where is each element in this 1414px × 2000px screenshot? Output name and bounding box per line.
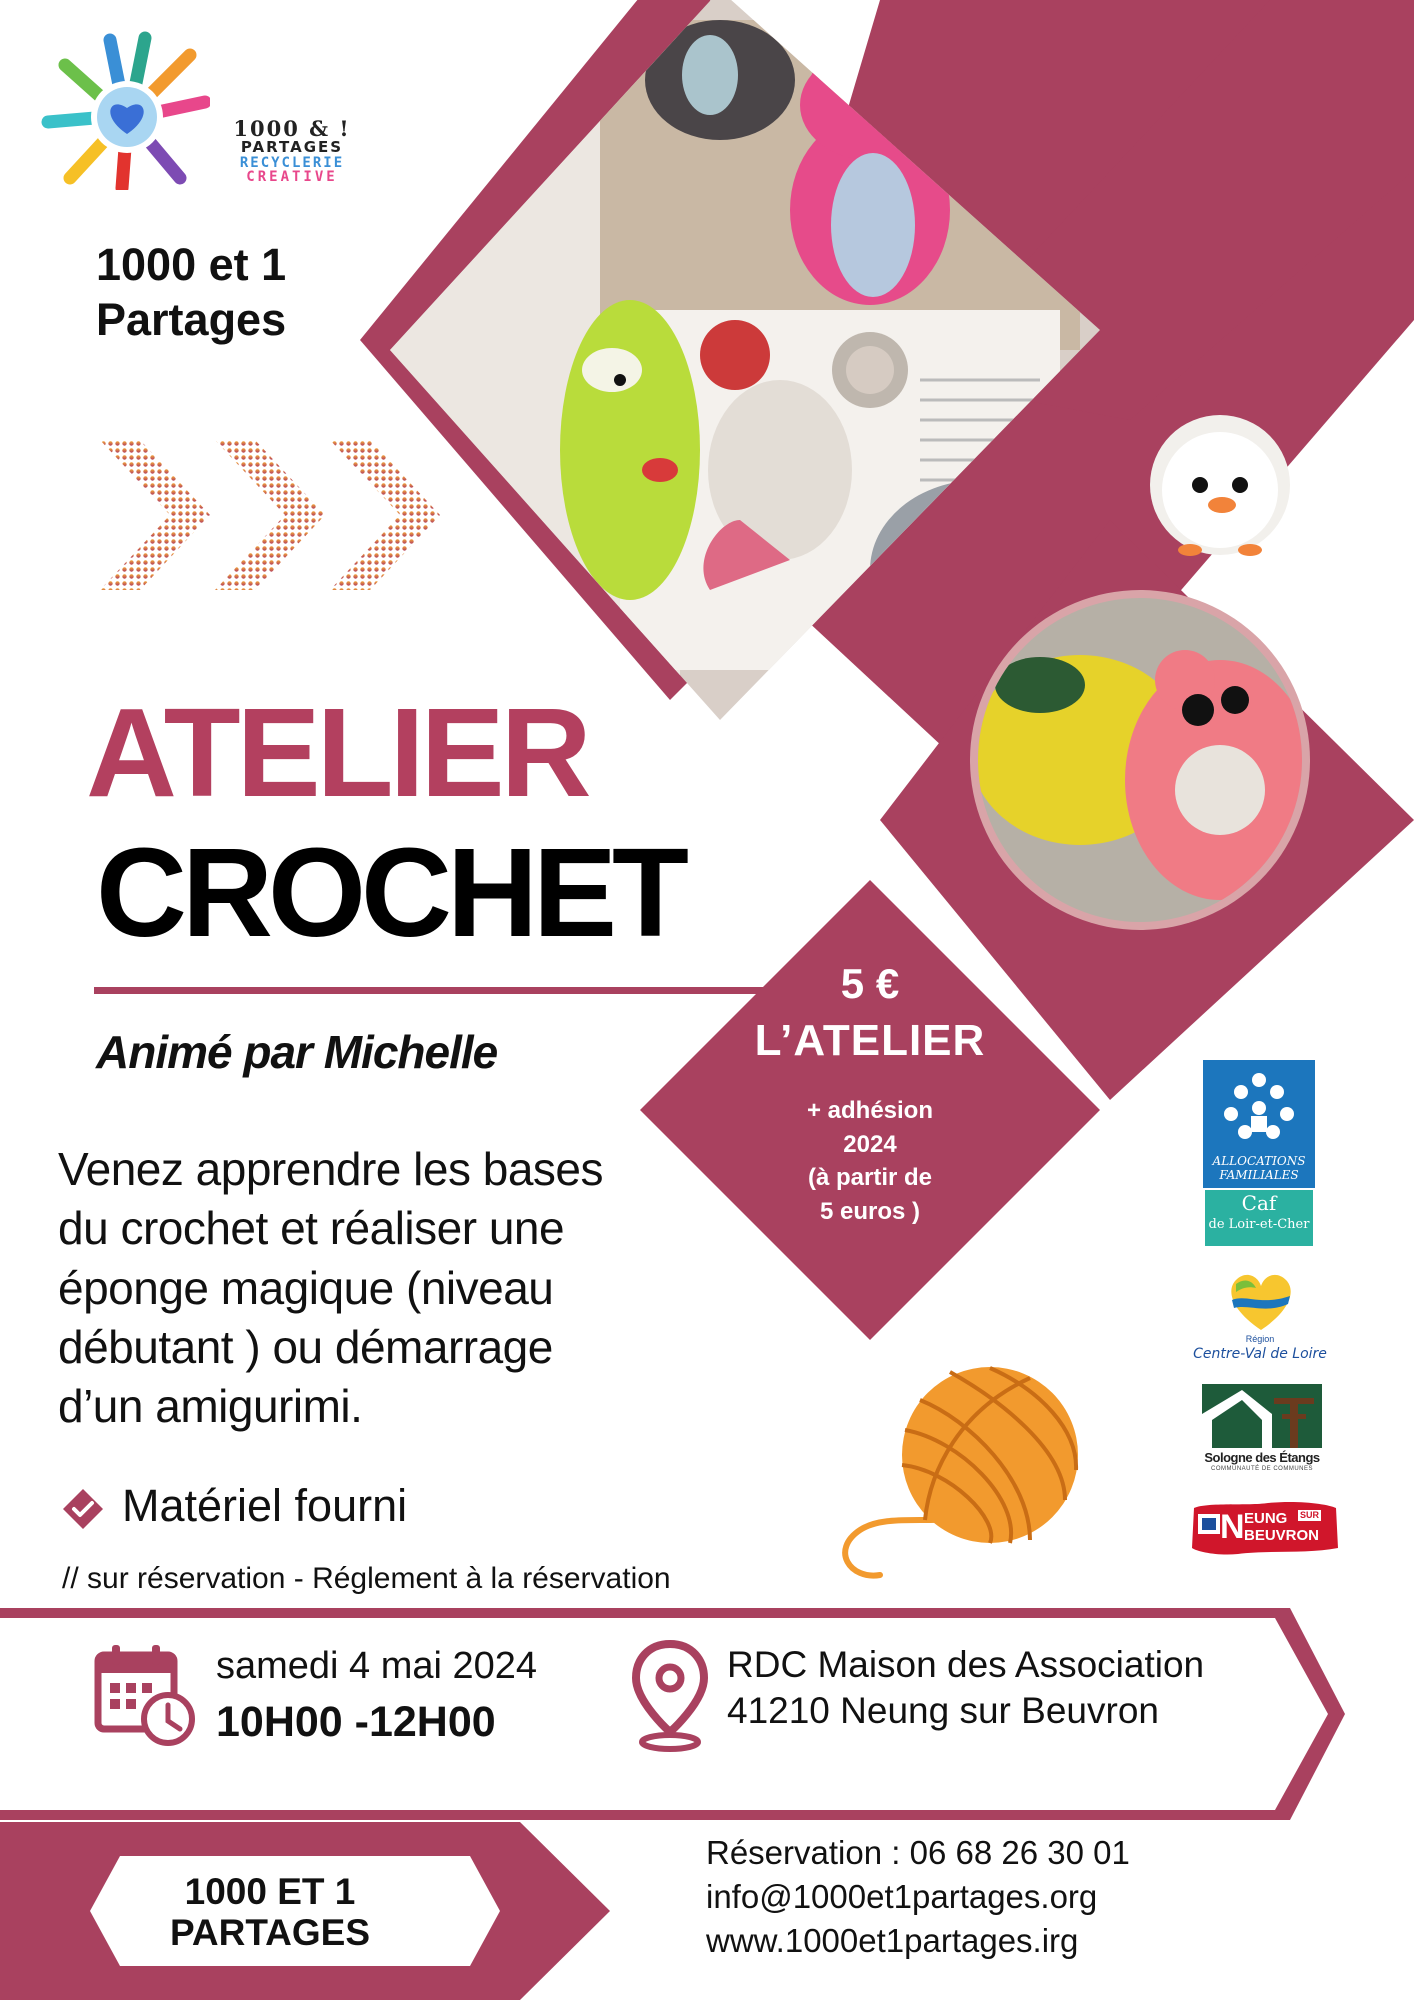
region-heart-icon — [1226, 1270, 1296, 1334]
logo-line-2: PARTAGES — [240, 138, 344, 157]
price-amount: 5 € — [840, 960, 900, 1007]
logo-line-4: CREATIVE — [246, 169, 338, 186]
sologne-label: Sologne des Étangs — [1204, 1450, 1320, 1465]
contact-phone: Réservation : 06 68 26 30 01 — [706, 1834, 1130, 1871]
neung-sur-label: SUR — [1300, 1510, 1320, 1520]
price-extra — [780, 1094, 960, 1228]
logo-line-1: 1000 & ! — [233, 116, 351, 141]
caf-line-2: FAMILIALES — [1219, 1167, 1299, 1182]
caf-line-1: ALLOCATIONS — [1212, 1154, 1306, 1168]
caf-people-icon — [1219, 1070, 1299, 1150]
footer-org-name — [140, 1872, 400, 1953]
event-time: 10H00 -12H00 — [216, 1698, 496, 1746]
region-label: Centre-Val de Loire — [1193, 1346, 1327, 1362]
map-pin-icon — [630, 1640, 710, 1752]
sologne-des-etangs-logo — [1198, 1384, 1326, 1474]
check-diamond-icon — [62, 1488, 104, 1530]
crochet-sponge-photo — [970, 590, 1310, 930]
material-label: Matériel fourni — [122, 1480, 408, 1531]
caf-line-4: de Loir-et-Cher — [1208, 1217, 1310, 1232]
price-extra-line-3: (à partir de — [807, 1164, 933, 1192]
calendar-clock-icon — [94, 1643, 198, 1747]
reservation-note: // sur réservation - Réglement à la réservation — [62, 1562, 671, 1595]
event-date: samedi 4 mai 2024 — [216, 1645, 538, 1687]
caf-badge — [1205, 1190, 1313, 1246]
description-line-1: Venez apprendre les bases — [58, 1143, 604, 1195]
description-line-2: du crochet et réaliser une — [58, 1202, 565, 1255]
region-centre-val-de-loire-logo — [1190, 1270, 1330, 1370]
animator-text: Animé par Michelle — [96, 1026, 498, 1078]
neung-label-2: BEUVRON — [1244, 1527, 1320, 1544]
price-extra-line-4: 5 euros ) — [819, 1197, 921, 1225]
price-unit: L’ATELIER — [754, 1016, 986, 1065]
description-line-5: d’un amigurimi. — [58, 1380, 363, 1433]
neung-sur-beuvron-logo — [1188, 1500, 1340, 1556]
description — [58, 1140, 698, 1437]
contact-website[interactable]: www.1000et1partages.irg — [706, 1922, 1079, 1959]
neung-label-1: EUNG — [1244, 1510, 1288, 1527]
contact-email[interactable]: info@1000et1partages.org — [706, 1878, 1098, 1915]
sologne-sublabel: COMMUNAUTÉ DE COMMUNES — [1211, 1466, 1313, 1472]
neung-initial: N — [1220, 1508, 1245, 1546]
footer-org-line-1: 1000 ET 1 — [184, 1871, 356, 1912]
price-extra-line-2: 2024 — [843, 1130, 897, 1158]
region-small-label: Région — [1245, 1334, 1275, 1344]
org-title-line-2: Partages — [96, 293, 287, 345]
title-atelier: ATELIER — [86, 682, 588, 823]
logo-line-3: RECYCLERIE — [239, 154, 345, 171]
org-title-line-1: 1000 et 1 — [96, 239, 287, 290]
yarn-ball-icon — [830, 1360, 1090, 1590]
title-crochet: CROCHET — [96, 822, 684, 963]
footer-org-line-2: PARTAGES — [169, 1911, 371, 1953]
price-extra-line-1: + adhésion — [806, 1097, 934, 1124]
caf-text — [1203, 1155, 1315, 1183]
caf-line-3: Caf — [1241, 1191, 1277, 1215]
sologne-house-icon — [1202, 1384, 1322, 1448]
description-line-3: éponge magique (niveau — [58, 1261, 554, 1314]
event-address-line-2: 41210 Neung sur Beuvron — [727, 1690, 1159, 1731]
description-line-4: débutant ) ou démarrage — [58, 1320, 553, 1373]
event-address-line-1: RDC Maison des Association — [727, 1644, 1205, 1685]
caf-logo — [1203, 1060, 1315, 1248]
